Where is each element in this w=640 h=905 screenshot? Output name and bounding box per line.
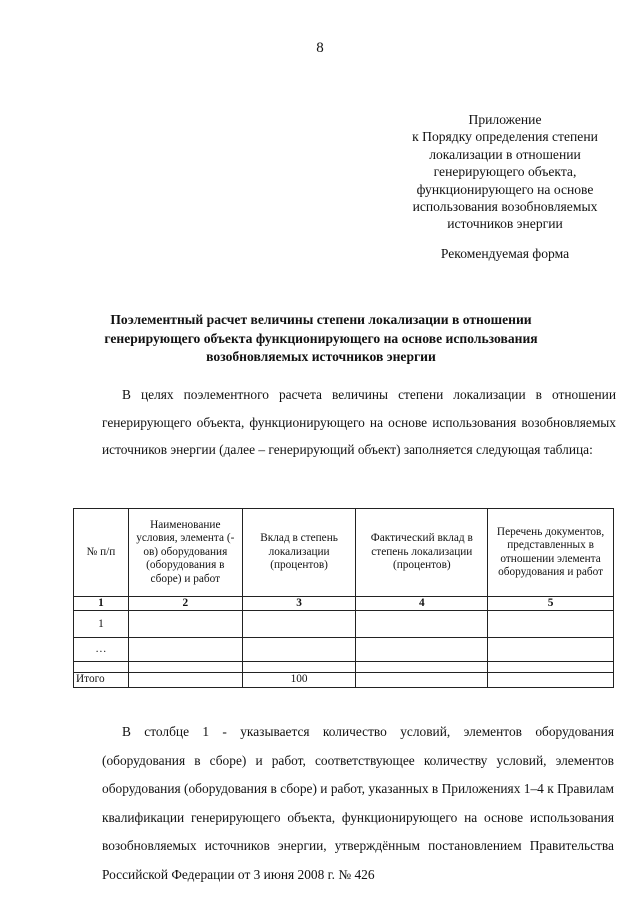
table-row bbox=[74, 662, 614, 673]
table-cell bbox=[488, 611, 614, 638]
column-number: 2 bbox=[128, 597, 242, 611]
title-line: Поэлементный расчет величины степени локализации в отношении bbox=[110, 312, 532, 327]
table-cell bbox=[128, 611, 242, 638]
table-header-row bbox=[74, 509, 614, 597]
document-title bbox=[95, 311, 547, 367]
header-cell: Вклад в степень локализации (процентов) bbox=[242, 509, 356, 597]
appendix-line: локализации в отношении bbox=[429, 146, 581, 162]
appendix-line: к Порядку определения степени bbox=[412, 129, 598, 145]
appendix-label: Приложение bbox=[468, 112, 542, 127]
column-number: 4 bbox=[356, 597, 488, 611]
table-row bbox=[74, 611, 614, 638]
header-cell: № п/п bbox=[74, 509, 129, 597]
row-number: 1 bbox=[74, 611, 129, 638]
table-cell bbox=[74, 662, 129, 673]
table-cell bbox=[356, 662, 488, 673]
page-number: 8 bbox=[316, 40, 324, 56]
table-cell bbox=[128, 662, 242, 673]
localization-table bbox=[73, 508, 614, 688]
column-number: 3 bbox=[242, 597, 356, 611]
header-cell: Наименование условия, элемента (-ов) оборудования (оборудования в сборе) и работ bbox=[128, 509, 242, 597]
appendix-line: генерирующего объекта, bbox=[433, 164, 577, 180]
table-cell bbox=[128, 638, 242, 662]
table-cell bbox=[488, 638, 614, 662]
appendix-line: использования возобновляемых bbox=[412, 199, 598, 215]
title-line: возобновляемых источников энергии bbox=[206, 349, 436, 364]
table-cell bbox=[356, 638, 488, 662]
column-number: 5 bbox=[488, 597, 614, 611]
column-number-row bbox=[74, 597, 614, 611]
intro-paragraph: В целях поэлементного расчета величины степени локализации в отношении генерирующего объекта, функционирующего на основе использования возобновляемых источников энергии (далее – генерирующий объект) заполняется следующая таблица: bbox=[102, 387, 616, 458]
total-label: Итого bbox=[74, 673, 129, 687]
header-cell: Фактический вклад в степень локализации (процентов) bbox=[356, 509, 488, 597]
appendix-header bbox=[395, 111, 615, 233]
table-cell bbox=[488, 673, 614, 687]
appendix-line: источников энергии bbox=[447, 216, 563, 232]
column-number: 1 bbox=[74, 597, 129, 611]
title-line: генерирующего объекта функционирующего на основе использования bbox=[104, 330, 538, 346]
table-cell bbox=[242, 662, 356, 673]
table-cell bbox=[242, 611, 356, 638]
header-cell: Перечень документов, представленных в отношении элемента оборудования и работ bbox=[488, 509, 614, 597]
form-type-label: Рекомендуемая форма bbox=[440, 246, 570, 261]
row-number: … bbox=[74, 638, 129, 662]
table-cell bbox=[356, 673, 488, 687]
table-row bbox=[74, 638, 614, 662]
total-value: 100 bbox=[242, 673, 356, 687]
total-row bbox=[74, 673, 614, 687]
body-paragraph: В столбце 1 - указывается количество условий, элементов оборудования (оборудования в сборе) и работ, соответствующее количеству условий, элементов оборудования (оборудования в сборе) и работ, указанных в Приложениях 1–4 к Правилам квалификации генерирующего объекта, функционирующего на основе использования возобновляемых источников энергии, утверждённым постановлением Правительства Российской Федерации от 3 июня 2008 г. № 426 bbox=[102, 724, 614, 882]
table-cell bbox=[356, 611, 488, 638]
table-cell bbox=[488, 662, 614, 673]
appendix-line: функционирующего на основе bbox=[416, 181, 594, 197]
table-cell bbox=[242, 638, 356, 662]
table-cell bbox=[128, 673, 242, 687]
